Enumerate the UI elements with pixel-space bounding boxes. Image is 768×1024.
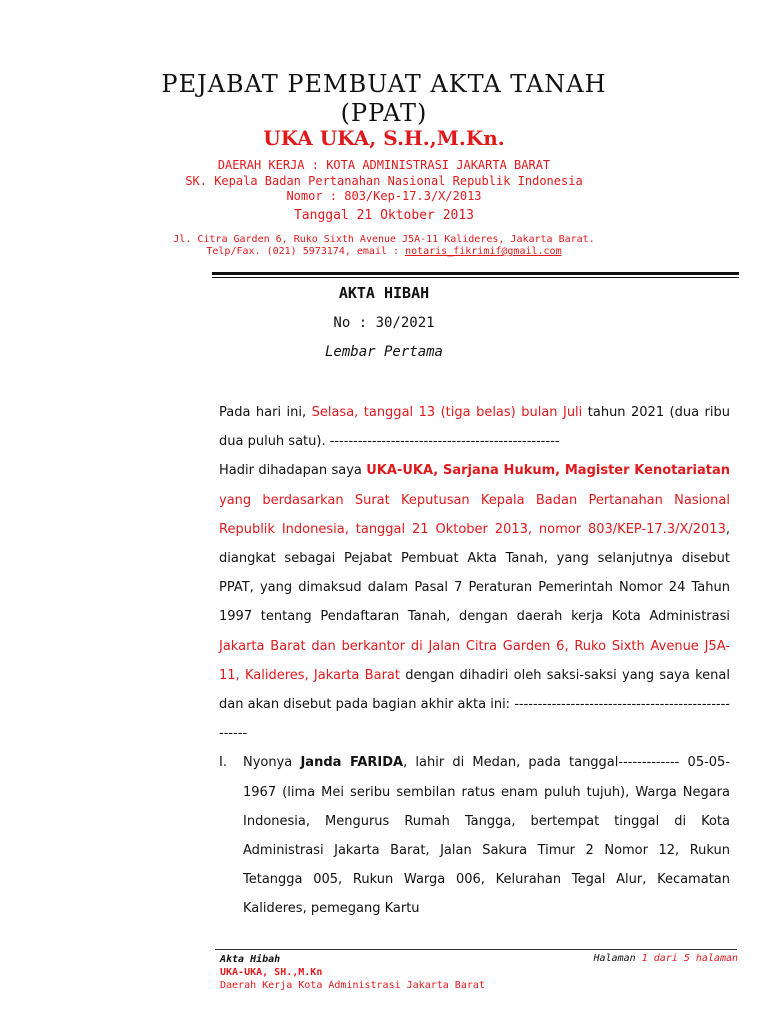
office-location: Jakarta Barat dan berkantor di Jalan Citra Garden 6, Ruko Sixth Avenue J5A-11, Kalideres, Jakarta Barat xyxy=(219,638,730,683)
decree-number: Nomor : 803/Kep-17.3/X/2013 xyxy=(286,189,482,203)
header-rule-thin xyxy=(212,277,739,278)
work-area: DAERAH KERJA : KOTA ADMINISTRASI JAKARTA BARAT xyxy=(217,158,551,172)
appearance-text: Hadir dihadapan saya xyxy=(219,463,367,479)
deed-body xyxy=(219,398,730,924)
party-text: Nyonya xyxy=(243,755,301,771)
email-link[interactable]: notaris_fikrimif@gmail.com xyxy=(405,246,562,257)
deed-year: tahun 2021 (dua ribu dua puluh satu). ------------------------------------------------- xyxy=(219,405,730,450)
footer-deed-label: Akta Hibah xyxy=(220,954,281,965)
letterhead-title: PEJABAT PEMBUAT AKTA TANAH xyxy=(161,70,607,98)
official-name: UKA UKA, S.H.,M.Kn. xyxy=(263,126,505,150)
contact-line xyxy=(0,246,768,258)
appointment-decree: yang berdasarkan Surat Keputusan Kepala Badan Pertanahan Nasional Republik Indonesia, tanggal 21 Oktober 2013, nomor 803/KEP-17.3/X/2013 xyxy=(219,492,730,537)
sheet-label: Lembar Pertama xyxy=(324,344,443,360)
deed-title: AKTA HIBAH xyxy=(338,284,430,302)
opening-paragraph xyxy=(219,398,730,456)
footer-rule xyxy=(215,949,737,950)
office-address: Jl. Citra Garden 6, Ruko Sixth Avenue J5A-11 Kalideres, Jakarta Barat. xyxy=(173,234,595,245)
party-name: Janda FARIDA xyxy=(300,755,404,771)
deed-date: Selasa, tanggal 13 (tiga belas) bulan Juli xyxy=(311,405,583,420)
ppat-name: UKA-UKA, Sarjana Hukum, Magister Kenotariatan xyxy=(366,463,730,479)
appearance-paragraph xyxy=(219,456,730,748)
opening-text: Pada hari ini, xyxy=(219,405,312,420)
party-number: I. xyxy=(219,755,227,771)
witness-text: dengan dihadiri oleh saksi-saksi yang saya kenal dan akan disebut pada bagian akhir akta ini: ---------------------------------------------------- xyxy=(219,667,730,742)
deed-number: No : 30/2021 xyxy=(333,315,435,331)
decree-date: Tanggal 21 Oktober 2013 xyxy=(293,208,474,223)
header-rule-thick xyxy=(212,272,739,275)
appointment-text: , diangkat sebagai Pejabat Pembuat Akta Tanah, yang selanjutnya disebut PPAT, yang dimaksud dalam Pasal 7 Peraturan Pemerintah Nomor 24 Tahun 1997 tentang Pendaftaran Tanah, dengan daerah kerja Kota Administrasi xyxy=(219,521,730,625)
page-label: Halaman xyxy=(593,953,642,964)
decree: SK. Kepala Badan Pertanahan Nasional Republik Indonesia xyxy=(185,174,583,188)
party-item xyxy=(219,748,730,923)
party-details: , lahir di Medan, pada tanggal------------- 05-05-1967 (lima Mei seribu sembilan ratus enam puluh tujuh), Warga Negara Indonesia, Mengurus Rumah Tangga, bertempat tinggal di Kota Administrasi Jakarta Barat, Jalan Sakura Timur 2 Nomor 12, Rukun Tetangga 005, Rukun Warga 006, Kelurahan Tegal Alur, Kecamatan Kalideres, pemegang Kartu xyxy=(243,755,731,917)
page-indicator xyxy=(480,953,738,964)
footer-name: UKA-UKA, SH.,M.Kn xyxy=(220,967,323,978)
letterhead-subtitle: (PPAT) xyxy=(340,99,428,127)
contact-prefix: Telp/Fax. (021) 5973174, email : xyxy=(206,246,406,257)
footer-area: Daerah Kerja Kota Administrasi Jakarta Barat xyxy=(220,980,485,991)
page-value: 1 dari 5 halaman xyxy=(641,953,738,964)
